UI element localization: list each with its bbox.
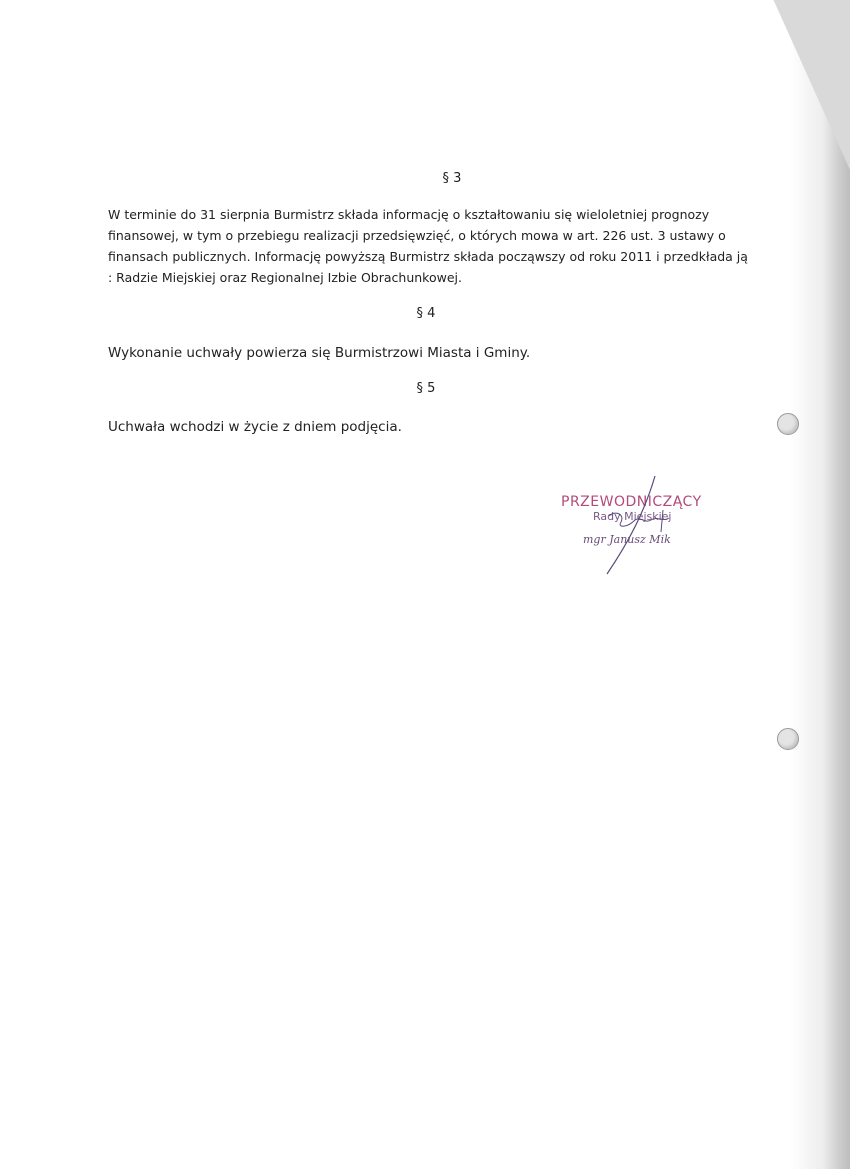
section-5-heading: § 5 [416, 381, 436, 396]
section-4-text: Wykonanie uchwały powierza się Burmistrzowi Miasta i Gminy. [108, 345, 531, 361]
paragraph-line: W terminie do 31 sierpnia Burmistrz składa informację o kształtowaniu się wieloletniej prognozy [108, 207, 710, 222]
paragraph-line: finansowej, w tym o przebiegu realizacji przedsięwzięć, o których mowa w art. 226 ust. 3 ustawy o [108, 228, 726, 243]
section-4-heading: § 4 [416, 306, 436, 321]
paragraph-line: : Radzie Miejskiej oraz Regionalnej Izbie Obrachunkowej. [108, 270, 462, 285]
punch-hole-icon [777, 413, 799, 435]
scan-edge-shadow [790, 0, 850, 1169]
stamp-title: PRZEWODNICZĄCY [561, 494, 702, 510]
handwritten-signature [545, 470, 725, 580]
paragraph-line: finansach publicznych. Informację powyższą Burmistrz składa począwszy od roku 2011 i przedkłada ją [108, 249, 748, 264]
punch-hole-icon [777, 728, 799, 750]
stamp-subtitle: Rady Miejskiej [593, 510, 672, 523]
section-3-heading: § 3 [442, 171, 462, 186]
section-5-text: Uchwała wchodzi w życie z dniem podjęcia. [108, 419, 402, 435]
official-stamp [545, 470, 725, 580]
section-3-paragraph [108, 204, 748, 288]
stamp-name: mgr Janusz Mik [583, 533, 671, 546]
